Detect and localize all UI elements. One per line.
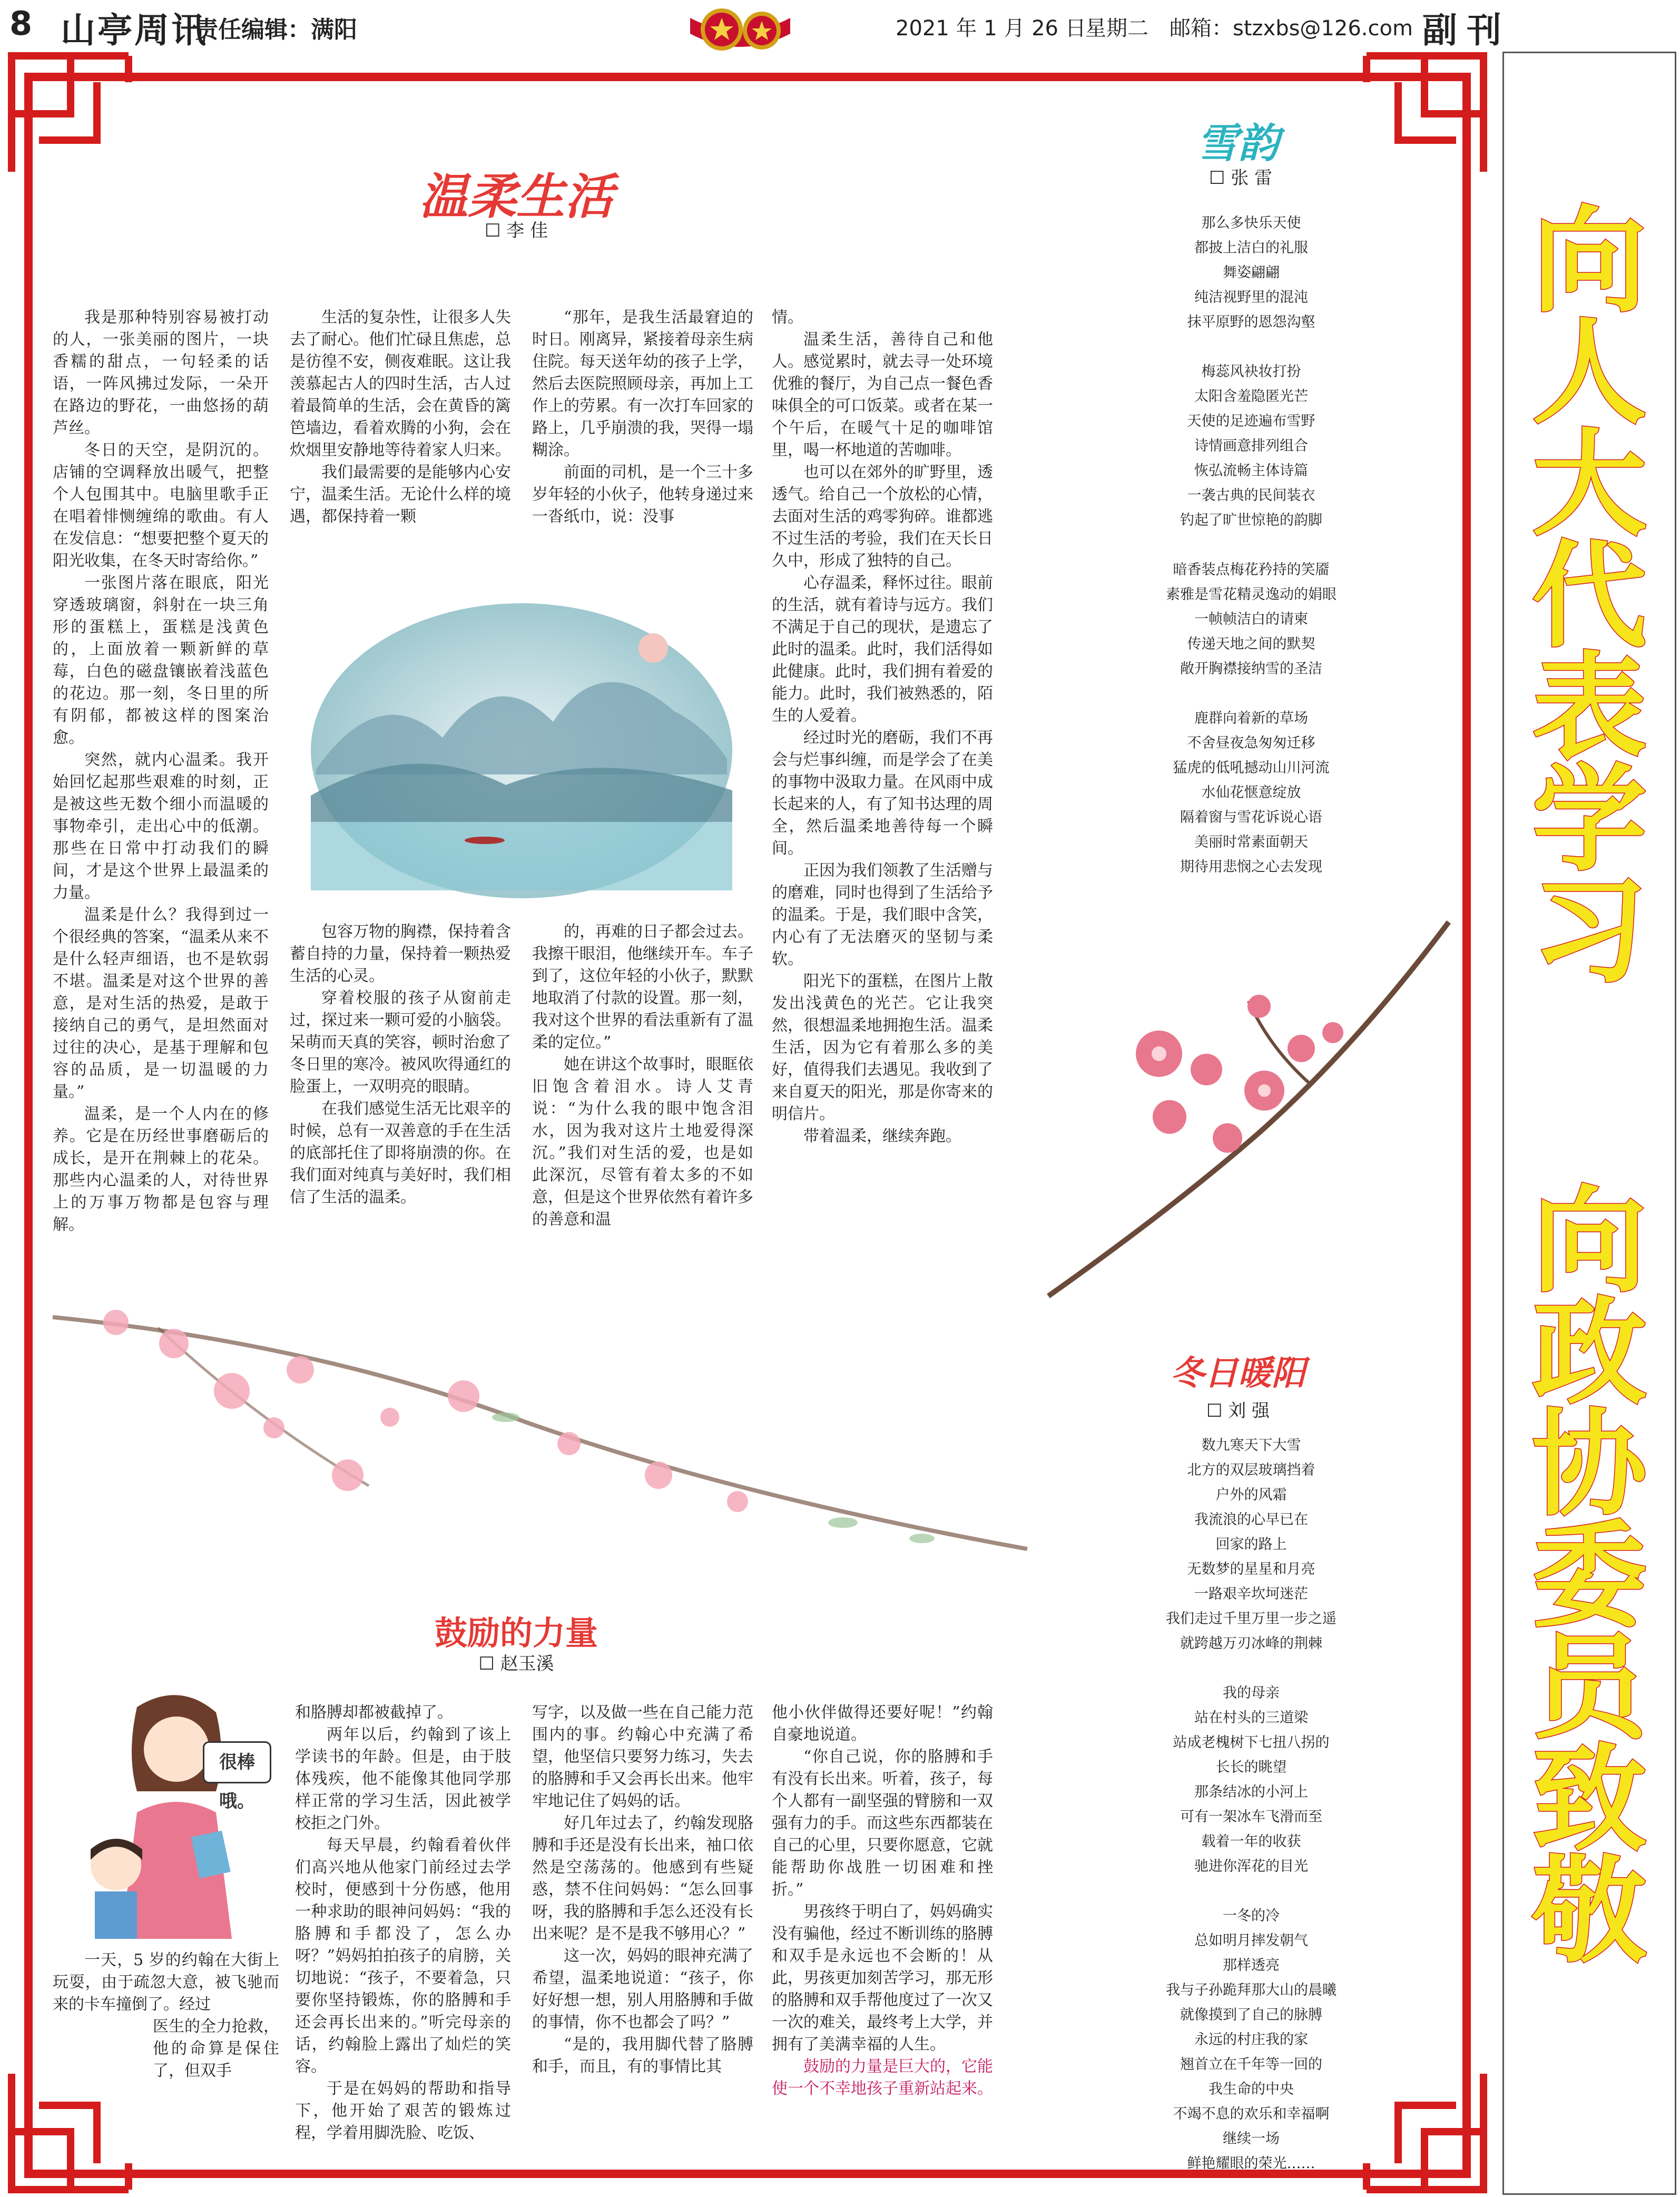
paragraph: 两年以后，约翰到了该上学读书的年龄。但是，由于肢体残疾，他不能像其他同学那样正常的学习生活，因此被学校拒之门外。 <box>295 1725 511 1832</box>
poem-line: 敞开胸襟接纳雪的圣洁 <box>1180 661 1322 677</box>
paragraph: “是的，我用脚代替了胳膊和手，而且，有的事情比其 <box>532 2035 753 2076</box>
paragraph: 阳光下的蛋糕，在图片上散发出浅黄色的光芒。它让我突然，很想温柔地拥抱生活。温柔生活，因为它有着那么多的美好，值得我们去遇见。我收到了来自夏天的阳光，那是你寄来的明信片。 <box>772 972 993 1123</box>
poem-line: 我们走过千里万里一步之遥 <box>1166 1611 1337 1627</box>
poem-line: 永远的村庄我的家 <box>1194 2032 1308 2048</box>
paragraph: 医生的全力抢救，他的命算是保住了，但双手 <box>153 2017 279 2080</box>
poem-line: 继续一场 <box>1223 2131 1280 2147</box>
poem-line: 站在村头的三道梁 <box>1194 1710 1308 1726</box>
poem-line: 天使的足迹遍布雪野 <box>1187 413 1315 429</box>
ink-landscape-illustration <box>306 601 738 901</box>
poem-line: 舞姿翩翩 <box>1223 264 1280 281</box>
poem-line: 长长的眺望 <box>1215 1759 1287 1776</box>
section-name: 副刊 <box>1422 9 1511 51</box>
poem-line: 隔着窗与雪花诉说心语 <box>1180 809 1322 826</box>
poem-line: 那么多快乐天使 <box>1201 215 1301 231</box>
editor: 责任编辑：满阳 <box>195 16 357 43</box>
article2-title: 鼓励的力量 <box>434 1614 598 1652</box>
paragraph: “那年，是我生活最窘迫的时日。刚离异，紧接着母亲生病住院。每天送年幼的孩子上学，然后去医院照顾母亲，再加上工作上的劳累。有一次打车回家的路上，几乎崩溃的我，哭得一塌糊涂。 <box>532 308 753 459</box>
poem-line: 抹平原野的恩怨沟壑 <box>1187 314 1315 330</box>
paragraph: 男孩终于明白了，妈妈确实没有骗他，经过不断训练的胳膊和双手是永远也不会断的！从此，男孩更加刻苦学习，那无形的胳膊和双手帮他度过了一次又一次的难关，最终考上大学，并拥有了美满幸福的人生。 <box>772 1902 993 2054</box>
poem1-author: ☐ 张 雷 <box>1209 168 1273 189</box>
issue-date: 2021 年 1 月 26 日 <box>896 16 1086 41</box>
closing-highlight: 鼓励的力量是巨大的，它能使一个不幸地孩子重新站起来。 <box>772 2057 993 2098</box>
paragraph: 前面的司机，是一个三十多岁年轻的小伙子，他转身递过来一沓纸巾，说：没事 <box>532 463 753 526</box>
paragraph: 这一次，妈妈的眼神充满了希望，温柔地说道：“孩子，你好好想一想，别人用胳膊和手做的事情，你不也都会了吗？” <box>532 1947 753 2032</box>
paragraph: 每天早晨，约翰看着伙伴们高兴地从他家门前经过去学校时，便感到十分伤感，他用一种求助的眼神问妈妈：“我的胳膊和手都没了，怎么办呀？”妈妈拍拍孩子的肩膀，关切地说：“孩子，不要着急，只要你坚持锻炼，你的胳膊和手还会再长出来的。”听完母亲的话，约翰脸上露出了灿烂的笑容。 <box>295 1836 511 2076</box>
poem-line: 鲜艳耀眼的荣光…… <box>1187 2155 1315 2172</box>
poem-line: 一帧帧洁白的请柬 <box>1194 611 1308 627</box>
poem-line: 我与子孙跪拜那大山的晨曦 <box>1166 1982 1337 1998</box>
poem-line: 站成老槐树下七扭八拐的 <box>1173 1734 1330 1751</box>
poem-stanza <box>1096 706 1407 879</box>
poem-line: 数九寒天下大雪 <box>1201 1437 1301 1454</box>
paragraph: 我们最需要的是能够内心安宁，温柔生活。无论什么样的境遇，都保持着一颗 <box>290 463 511 526</box>
poem-line: 我的母亲 <box>1223 1685 1280 1701</box>
article2-col4 <box>772 1702 993 2100</box>
poem-line: 那样透亮 <box>1223 1957 1280 1974</box>
poem-stanza <box>1096 211 1407 335</box>
poem-line: 钓起了旷世惊艳的韵脚 <box>1180 512 1322 528</box>
paragraph: 一天，5 岁的约翰在大街上玩耍，由于疏忽大意，被飞驰而来的卡车撞倒了。经过 <box>53 1951 279 2014</box>
poem-line: 都披上洁白的礼服 <box>1194 240 1308 256</box>
poem-line: 期待用悲悯之心去发现 <box>1180 859 1322 875</box>
poem-line: 纯洁视野里的混沌 <box>1194 289 1308 306</box>
paragraph: 一张图片落在眼底，阳光穿透玻璃窗，斜射在一块三角形的蛋糕上，蛋糕是浅黄色的，上面放着一颗新鲜的草莓，白色的磁盘镶嵌着浅蓝色的花边。那一刻，冬日里的所有阴郁，都被这样的图案治愈。 <box>53 574 269 747</box>
poem-line: 北方的双层玻璃挡着 <box>1187 1462 1315 1478</box>
article1-col2-top <box>290 307 511 528</box>
paragraph: 正因为我们领教了生活赠与的磨难，同时也得到了生活给予的温柔。于是，我们眼中含笑，内心有了无法磨灭的坚韧与柔软。 <box>772 861 993 968</box>
poem-line: 回家的路上 <box>1215 1536 1287 1553</box>
poem-line: 那条结冰的小河上 <box>1194 1784 1308 1800</box>
poem-line: 一冬的冷 <box>1223 1908 1280 1924</box>
poem-line: 可有一架冰车飞滑而至 <box>1180 1809 1322 1825</box>
poem-line: 传递天地之间的默契 <box>1187 636 1315 652</box>
poem-stanza <box>1080 1904 1422 2176</box>
poem-stanza <box>1080 1433 1422 1656</box>
paragraph: 于是在妈妈的帮助和指导下，他开始了艰苦的锻炼过程，学着用脚洗脸、吃饭、 <box>295 2080 511 2142</box>
poem-line: 不舍昼夜急匆匆迁移 <box>1187 735 1315 751</box>
poem-line: 一袭古典的民间装衣 <box>1187 487 1315 504</box>
paragraph: 好几年过去了，约翰发现胳膊和手还是没有长出来，袖口依然是空荡荡的。他感到有些疑惑，禁不住问妈妈：“怎么回事呀，我的胳膊和手怎么还没有长出来呢？是不是我不够用心？” <box>532 1814 753 1943</box>
cherry-blossom-branch-illustration <box>53 1286 1043 1581</box>
paragraph: 在我们感觉生活无比艰辛的时候，总有一双善意的手在生活的底部托住了即将崩溃的你。在我们面对纯真与美好时，我们相信了生活的温柔。 <box>290 1100 511 1207</box>
plum-blossom-branch-illustration <box>1038 911 1459 1307</box>
article2-col2 <box>295 1702 511 2144</box>
paragraph: 心存温柔，释怀过往。眼前的生活，就有着诗与远方。我们不满足于自己的现状，是遗忘了此时的温柔。此时，我们活得如此健康。此时，我们拥有着爱的能力。此时，我们被熟悉的，陌生的人爱着。 <box>772 574 993 725</box>
article2-col1-bottom <box>153 2016 279 2082</box>
poem-line: 不竭不息的欢乐和幸福啊 <box>1173 2106 1330 2122</box>
poem2-title: 冬日暖阳 <box>1171 1353 1305 1393</box>
paragraph: 突然，就内心温柔。我开始回忆起那些艰难的时刻，正是被这些无数个细小而温暖的事物牵引，走出心中的低潮。那些在日常中打动我们的瞬间，才是这个世界上最温柔的力量。 <box>53 751 269 902</box>
paragraph: 温柔是什么？我得到过一个很经典的答案，“温柔从来不是什么轻声细语，也不是软弱不堪。温柔是对这个世界的善意，是对生活的热爱，是敢于接纳自己的勇气，是坦然面对过往的决心，是基于理解和包容的品质，是一切温暖的力量。” <box>53 906 269 1101</box>
article1-author: ☐ 李 佳 <box>484 220 548 241</box>
praise-speech-bubble: 很棒哦。 <box>203 1741 271 1783</box>
poem1-body <box>1096 211 1407 904</box>
masthead <box>0 0 1680 50</box>
paragraph: 她在讲这个故事时，眼眶依旧饱含着泪水。诗人艾青说：“为什么我的眼中饱含泪水，因为我对这片土地爱得深沉。”我们对生活的爱，也是如此深沉，尽管有着太多的不如意，但是这个世界依然有着许多的善意和温 <box>532 1055 753 1229</box>
poem-line: 驰进你浑花的目光 <box>1194 1858 1308 1875</box>
poem-line: 太阳含羞隐匿光芒 <box>1194 388 1308 405</box>
poem2-body <box>1080 1433 1422 2197</box>
paragraph: 也可以在郊外的旷野里，透透气。给自己一个放松的心情，去面对生活的鸡零狗碎。谁都逃不过生活的考验，我们在天长日久中，形成了独特的自己。 <box>772 463 993 570</box>
poem-line: 猛虎的低吼撼动山川河流 <box>1173 760 1330 776</box>
paragraph: 的，再难的日子都会过去。我擦干眼泪，他继续开车。车子到了，这位年轻的小伙子，默默地取消了付款的设置。那一刻，我对这个世界的看法重新有了温柔的定位。” <box>532 923 753 1052</box>
paragraph: 和胳膊却都被截掉了。 <box>295 1703 453 1722</box>
poem-line: 我流浪的心早已在 <box>1194 1512 1308 1528</box>
paragraph: 温柔，是一个人内在的修养。它是在历经世事磨砺后的成长，是开在荆棘上的花朵。那些内心温柔的人，对待世界上的万事万物都是包容与理解。 <box>53 1105 269 1234</box>
poem-line: 载着一年的收获 <box>1201 1833 1301 1850</box>
poem-line: 户外的风霜 <box>1215 1487 1287 1503</box>
page-number: 8 <box>9 4 33 43</box>
poem-line: 无数梦的星星和月亮 <box>1187 1561 1315 1577</box>
paragraph: 情。 <box>772 308 803 327</box>
article1-title: 温柔生活 <box>419 168 613 225</box>
poem1-title: 雪韵 <box>1196 120 1279 168</box>
poem-line: 一路艰辛坎坷迷茫 <box>1194 1586 1308 1602</box>
poem-line: 美丽时常素面朝天 <box>1194 834 1308 850</box>
article1-col3-top <box>532 307 753 528</box>
poem-line: 我生命的中央 <box>1209 2081 1294 2097</box>
slogan-line-1: 向人大代表学习 <box>1532 195 1647 998</box>
paper-name: 山亭周讯 <box>61 9 208 51</box>
poem-stanza <box>1096 359 1407 533</box>
poem2-author: ☐ 刘 强 <box>1206 1400 1270 1421</box>
poem-line: 素雅是雪花精灵逸动的娟眼 <box>1166 586 1337 603</box>
poem-line: 恢弘流畅主体诗篇 <box>1194 463 1308 479</box>
paragraph: 包容万物的胸襟，保持着含蓄自持的力量，保持着一颗热爱生活的心灵。 <box>290 923 511 985</box>
article1-col1 <box>53 307 269 1236</box>
article2-col3 <box>532 1702 753 2078</box>
poem-stanza <box>1080 1681 1422 1879</box>
paragraph: “你自己说，你的胳膊和手有没有长出来。听着，孩子，每个人都有一副坚强的臂膀和一双强有力的手。而这些东西都装在自己的心里，只要你愿意，它就能帮助你战胜一切困难和挫折。” <box>772 1748 993 1899</box>
poem-line: 就跨越万刃冰峰的荆棘 <box>1180 1635 1322 1652</box>
poem-line: 翘首立在千年等一回的 <box>1180 2056 1322 2073</box>
paragraph: 带着温柔，继续奔跑。 <box>803 1127 961 1145</box>
poem-line: 鹿群向着新的草场 <box>1194 710 1308 727</box>
article1-col4 <box>772 307 993 1147</box>
poem-line: 梅蕊风袂妆打扮 <box>1201 364 1301 380</box>
paragraph: 我是那种特别容易被打动的人，一张美丽的图片，一块香糯的甜点，一句轻柔的话语，一阵风拂过发际，一朵开在路边的野花，一曲悠扬的葫芦丝。 <box>53 308 269 437</box>
paragraph: 温柔生活，善待自己和他人。感觉累时，就去寻一处环境优雅的餐厅，为自己点一餐色香味俱全的可口饭菜。或者在某一个午后，在暖气十足的咖啡馆里，喝一杯地道的苦咖啡。 <box>772 330 993 459</box>
poem-line: 水仙花惬意绽放 <box>1201 784 1301 801</box>
article1-col3-bottom <box>532 921 753 1231</box>
paragraph: 穿着校服的孩子从窗前走过，探过来一颗可爱的小脑袋。呆萌而天真的笑容，顿时治愈了冬日里的寒冷。被风吹得通红的脸蛋上，一双明亮的眼睛。 <box>290 989 511 1096</box>
paragraph: 他小伙伴做得还要好呢！”约翰自豪地说道。 <box>772 1703 993 1744</box>
poem-stanza <box>1096 557 1407 681</box>
poem-line: 就像摸到了自己的脉膊 <box>1180 2007 1322 2023</box>
poem-line: 诗情画意排列组合 <box>1194 438 1308 454</box>
poem-line: 总如明月摔发朝气 <box>1194 1933 1308 1949</box>
email: 邮箱：stzxbs@126.com <box>1170 16 1413 41</box>
article1-col2-bottom <box>290 921 511 1209</box>
slogan-banner <box>1502 52 1676 2195</box>
paragraph: 冬日的天空，是阴沉的。店铺的空调释放出暖气，把整个人包围其中。电脑里歌手正在唱着悱恻缠绵的歌曲。有人在发信息：“想要把整个夏天的阳光收集，在冬天时寄给你。” <box>53 441 269 570</box>
weekday: 星期二 <box>1085 16 1148 41</box>
poem-line: 暗香装点梅花矜持的笑靥 <box>1173 562 1330 578</box>
slogan-line-2: 向政协委员致敬 <box>1532 1175 1647 1978</box>
article2-col1-top <box>53 1949 279 2016</box>
article2-author: ☐ 赵玉溪 <box>478 1653 554 1674</box>
paragraph: 写字，以及做一些在自己能力范围内的事。约翰心中充满了希望，他坚信只要努力练习，失去的胳膊和手又会再长出来。他牢牢地记住了妈妈的话。 <box>532 1703 753 1810</box>
paragraph: 生活的复杂性，让很多人失去了耐心。他们忙碌且焦虑，总是彷徨不安，侧夜难眠。这让我羡慕起古人的四时生活，古人过着最简单的生活，会在黄昏的篱笆墙边，看着欢腾的小狗，会在炊烟里安静地等待着家人归来。 <box>290 308 511 459</box>
paragraph: 经过时光的磨砺，我们不再会与烂事纠缠，而是学会了在美的事物中汲取力量。在风雨中成长起来的人，有了知书达理的周全，然后温柔地善待每一个瞬间。 <box>772 729 993 858</box>
